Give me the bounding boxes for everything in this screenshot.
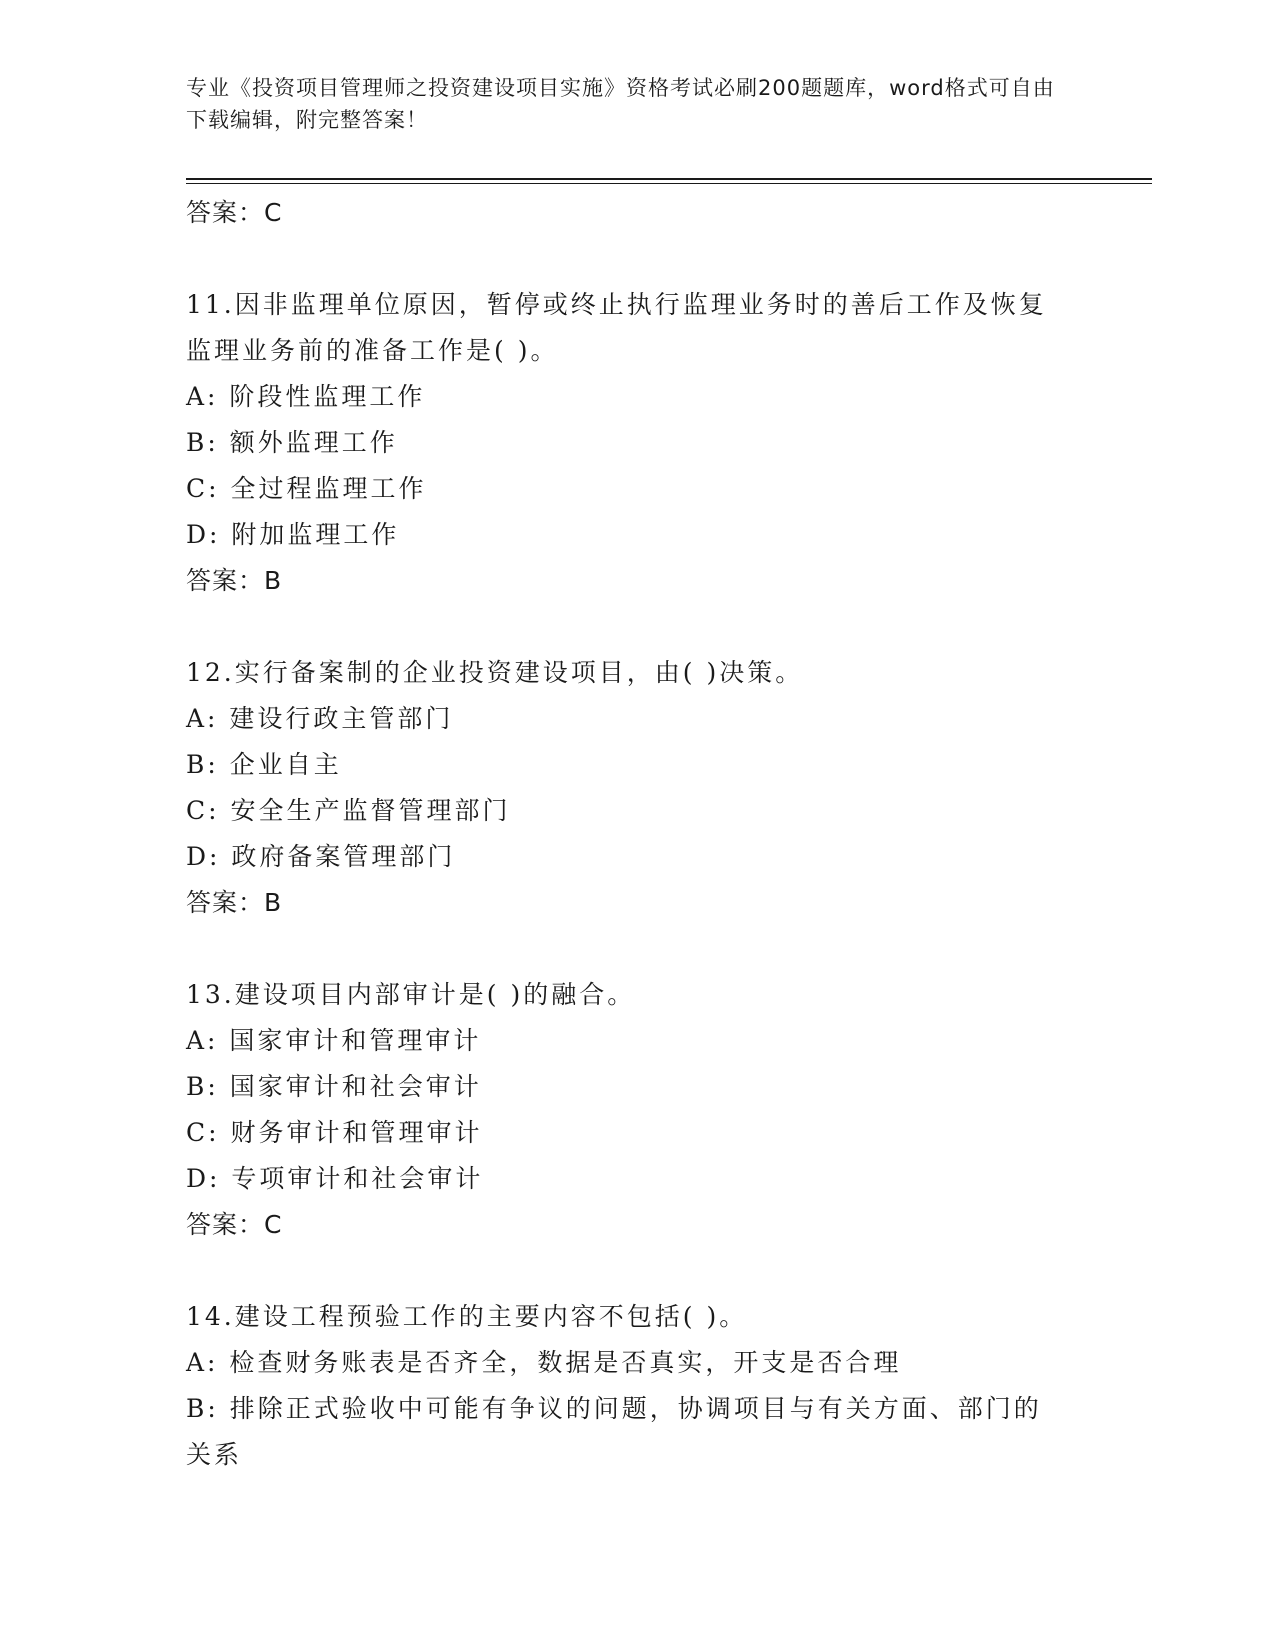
option-c: C: 财务审计和管理审计 (186, 1118, 483, 1147)
question-stem: 13.建设项目内部审计是( )的融合。 (186, 980, 636, 1009)
answer-line: 答案：C (186, 1210, 283, 1239)
option-b-continued: 关系 (186, 1440, 243, 1469)
option-a: A: 国家审计和管理审计 (186, 1026, 482, 1055)
option-a: A: 建设行政主管部门 (186, 704, 454, 733)
answer-line: 答案：B (186, 566, 283, 595)
option-b: B: 国家审计和社会审计 (186, 1072, 482, 1101)
option-a: A: 检查财务账表是否齐全，数据是否真实，开支是否合理 (186, 1348, 902, 1377)
option-c: C: 安全生产监督管理部门 (186, 796, 511, 825)
option-c: C: 全过程监理工作 (186, 474, 427, 503)
option-b: B: 额外监理工作 (186, 428, 398, 457)
header-rule-thin (186, 183, 1152, 184)
question-content (186, 190, 1086, 1478)
document-header: 专业《投资项目管理师之投资建设项目实施》资格考试必刷200题题库，word格式可自由下载编辑，附完整答案！ (186, 76, 1055, 132)
option-b: B: 企业自主 (186, 750, 342, 779)
question-stem: 14.建设工程预验工作的主要内容不包括( )。 (186, 1302, 748, 1331)
option-b: B: 排除正式验收中可能有争议的问题，协调项目与有关方面、部门的 (186, 1394, 1042, 1423)
question-block (186, 650, 1086, 926)
question-stem: 11.因非监理单位原因，暂停或终止执行监理业务时的善后工作及恢复 (186, 290, 1047, 319)
option-d: D: 附加监理工作 (186, 520, 400, 549)
question-block (186, 1294, 1086, 1478)
header-rule-thick (186, 178, 1152, 180)
question-stem-continued: 监理业务前的准备工作是( )。 (186, 336, 559, 365)
answer-line: 答案：B (186, 888, 283, 917)
question-block (186, 972, 1086, 1248)
option-d: D: 专项审计和社会审计 (186, 1164, 484, 1193)
question-stem: 12.实行备案制的企业投资建设项目，由( )决策。 (186, 658, 804, 687)
option-a: A: 阶段性监理工作 (186, 382, 426, 411)
question-block (186, 282, 1086, 604)
option-d: D: 政府备案管理部门 (186, 842, 456, 871)
answer-line: 答案：C (186, 198, 283, 227)
